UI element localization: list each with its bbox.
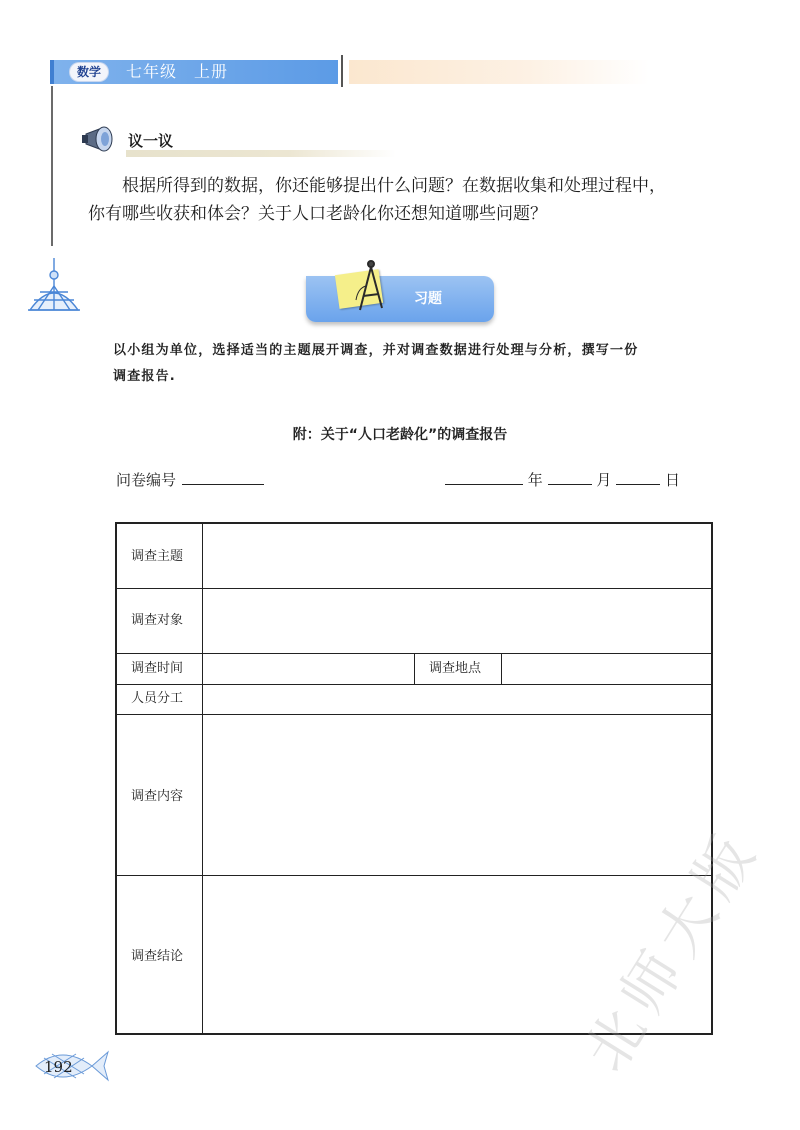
table-row-divider [117,714,711,715]
table-row-divider [117,684,711,685]
month-blank [548,470,592,485]
row-label-place: 调查地点 [429,661,482,676]
tower-icon [24,256,84,312]
row-label-target: 调查对象 [131,613,184,628]
compass-icon [350,258,392,316]
questionnaire-number [116,470,264,490]
page-number: 192 [44,1058,73,1076]
date-line [445,470,680,490]
day-label: 日 [664,471,680,489]
subject-badge: 数学 [70,63,108,81]
header-decoration [349,60,649,84]
questionnaire-label: 问卷编号 [116,471,177,489]
discuss-title: 议一议 [128,132,174,150]
month-label: 月 [596,471,612,489]
row-label-time: 调查时间 [131,661,184,676]
book-title: 七年级 上册 [126,62,229,81]
table-col-divider [202,524,203,1033]
table-row-divider [117,588,711,589]
year-label: 年 [527,471,543,489]
day-blank [616,470,660,485]
discuss-paragraph-line2: 你有哪些收获和体会？关于人口老龄化你还想知道哪些问题？ [88,204,547,224]
header-divider [341,55,343,87]
task-line1: 以小组为单位，选择适当的主题展开调查，并对调查数据进行处理与分析，撰写一份 [113,343,639,358]
megaphone-icon [80,122,124,156]
task-line2: 调查报告. [113,369,176,384]
margin-line [51,86,53,246]
discuss-paragraph-line1: 根据所得到的数据，你还能够提出什么问题？在数据收集和处理过程中， [88,176,666,196]
discuss-underline [126,150,396,157]
header-bar [50,60,338,84]
exercise-banner [306,276,494,322]
exercise-label: 习题 [414,291,442,307]
publisher-watermark: 北师大版 [571,816,773,1083]
questionnaire-blank [182,470,264,485]
table-row-divider [117,875,711,876]
row-label-content: 调查内容 [131,789,184,804]
appendix-title: 附：关于“人口老龄化”的调查报告 [292,427,508,443]
row-label-subject: 调查主题 [131,549,184,564]
table-inner-divider [501,653,502,684]
table-inner-divider [414,653,415,684]
row-label-conclusion: 调查结论 [131,949,184,964]
year-blank [445,470,523,485]
row-label-staff: 人员分工 [131,691,184,706]
